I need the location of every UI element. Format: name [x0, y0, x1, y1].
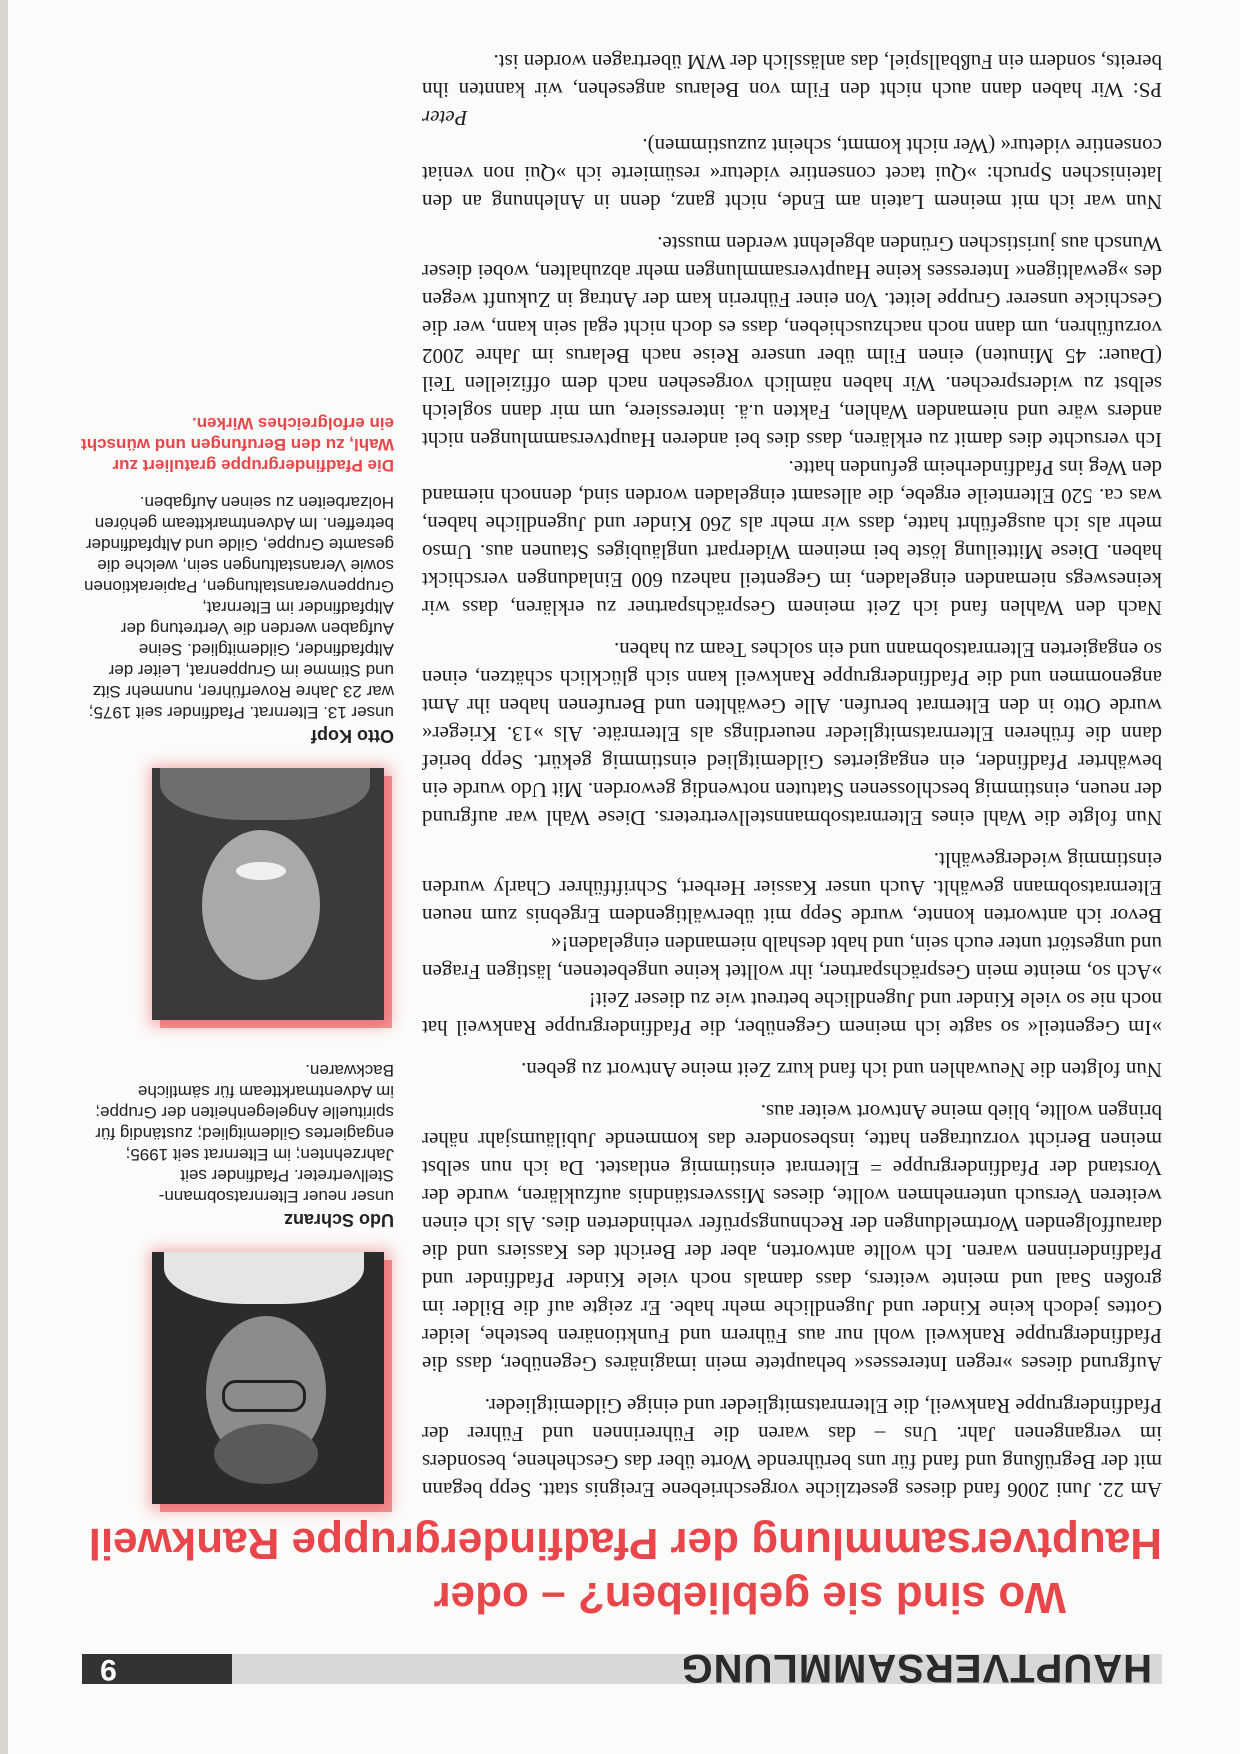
sidebar: [80, 413, 394, 1504]
headline-line-2: Hauptversammlung der Pfadfindergruppe Rankweil: [88, 1519, 1162, 1568]
udo-name: Udo Schranz: [283, 1210, 394, 1230]
udo-shirt-shape: [164, 1252, 364, 1304]
page-number: 9: [82, 1654, 232, 1684]
author-signature: Peter: [422, 106, 468, 130]
otto-mouth-shape: [236, 862, 286, 880]
paragraph: Aufgrund dieses »regen Interesses« behauptete mein imaginäres Gegenüber, dass die Pfadfindergruppe Rankweil wohl nur aus Führern und Funktionären bestehe, leider Gottes jedoch keine Kinder und Jugendliche mehr habe. Er zeigte auf die Bilder im großen Saal und meinte weiters, dass damals noch viele Kinder Pfadfinder und Pfadfinderinnen waren. Ich wollte antworten, aber der Bericht des Kassiers und die darauffolgenden Wortmeldungen der Rechnungsprüfer verhinderten dies. Als ich einen weiteren Versuch unternehmen wollte, dieses Missverständnis aufzuklären, wurde der Vorstand der Pfadfindergruppe = Elternrat einstimmig entlastet. Da ich nun selbst meinen Bericht vorzutragen hatte, insbesondere das kommende Jubiläumsjahr näher bringen wollte, blieb meine Antwort weiter aus.: [422, 1100, 1162, 1376]
paragraph: Nun folgte die Wahl eines Elternratsobmannstellvertreters. Diese Wahl war aufgrund der neuen, einstimmig beschlossenen Statuten notwendig geworden. Mit Udo wurde ein bewährter Pfadfinder, ein engagiertes Gildemitglied einstimmig gekürt. Sepp berief dann die früheren Elternratsmitglieder neuerdings als Elternräte. Als »13. Krieger« wurde Otto in den Elternrat berufen. Alle Gewählten und Berufenen haben ihr Amt angenommen und die Pfadfindergruppe Rankweil kann sich glücklich schätzen, einen so engagierten Elternratsobmann und ein solches Team zu haben.: [422, 638, 1162, 830]
scan-edge: [0, 0, 8, 1754]
article-body: [422, 48, 1162, 1504]
paragraph: Nun folgten die Neuwahlen und ich fand kurz Zeit meine Antwort zu geben.: [521, 1058, 1162, 1082]
otto-face-shape: [202, 830, 320, 980]
paragraph: Nach den Wahlen fand ich Zeit meinem Gesprächspartner zu erklären, dass wir keineswegs niemanden eingeladen, im Gegenteil nahezu 600 Einladungen verschickt haben. Diese Mitteilung löste bei meinem Widerpart ungläubiges Staunen aus. Umso mehr als ich ausgeführt hatte, dass wir mehr als 260 Kinder und Jugendliche haben, was ca. 520 Elternteile ergebe, die allesamt eingeladen worden sind, dennoch niemand den Weg ins Pfadfinderheim gefunden hatte.: [422, 456, 1162, 620]
udo-photo: [152, 1252, 384, 1504]
paragraph: »Ach so, meinte mein Gesprächspartner, ihr wolltet keine ungebetenen, lästigen Fragen und ungestört unter euch sein, und habt deshalb niemanden eingeladen!«: [422, 932, 1162, 984]
otto-block: [80, 413, 394, 1020]
udo-description: unser neuer Elternratsobmann-Stellvertreter. Pfadfinder seit Jahrzehnten; im Elternrat seit 1995; engagiertes Gildemitglied; zuständig für spirituelle Angelegenheiten der Gruppe; im Adventmarktteam für sämtliche Backwaren.: [95, 1061, 394, 1206]
article-headline: [72, 1516, 1162, 1624]
magazine-page: [8, 0, 1240, 1754]
page-content-rotated: [8, 0, 1240, 1754]
section-header: [82, 1638, 1162, 1694]
paragraph: Am 22. Juni 2006 fand dieses gesetzliche vorgeschriebene Ereignis statt. Sepp begann mit der Begrüßung und fand für uns berührende Worte über das Geschehene, besonders im vergangenen Jahr. Uns – das waren die Führerinnen und Führer der Pfadfindergruppe Rankweil, die Elternratsmitglieder und einige Gildemitglieder.: [422, 1394, 1162, 1502]
otto-shirt-shape: [160, 768, 370, 820]
udo-hair-shape: [214, 1424, 318, 1484]
postscript: PS: Wir haben dann auch nicht den Film von Belarus angesehen, wir kannten ihn bereits, sondern ein Fußballspiel, das anlässlich der WM übertragen worden ist.: [422, 50, 1162, 102]
paragraph: »Im Gegenteil« so sagte ich meinem Gegenüber, die Pfadfindergruppe Rankweil hat noch nie so viele Kinder und Jugendliche betreut wie zu dieser Zeit!: [422, 988, 1162, 1040]
headline-line-1: Wo sind sie geblieben? – oder: [433, 1573, 1066, 1622]
paragraph: Nun war ich mit meinem Latein am Ende, nicht ganz, denn in Anlehnung an den lateinischen Spruch: »Qui tacet consentire videtur« resümierte ich »Qui non veniat consentire videtur« (Wer nicht kommt, scheint zuzustimmen).: [422, 134, 1162, 214]
congratulations-note: Die Pfadfindergruppe gratuliert zur Wahl, zu den Berufungen und wünscht ein erfolgreiches Wirken.: [81, 414, 394, 475]
otto-photo: [152, 768, 384, 1020]
paragraph: Bevor ich antworten konnte, wurde Sepp mit überwältigendem Ergebnis zum neuen Elternratsobmann gewählt. Auch unser Kassier Herbert, Schriftführer Charly wurden einstimmig wiedergewählt.: [422, 848, 1162, 928]
section-title: HAUPTVERSAMMLUNG: [680, 1646, 1152, 1690]
paragraph: Ich versuchte dies damit zu erklären, dass dies bei anderen Hauptversammlungen nicht anders wäre und niemanden Wahlen, Fakten u.ä. interessiere, um mir dann sogleich selbst zu widersprechen. Wir haben nämlich vorgesehen nach dem offiziellen Teil (Dauer: 45 Minuten) einen Film über unsere Reise nach Belarus im Jahre 2002 vorzuführen, um dann noch nachzuschieben, dass es doch nicht egal sein kann, wer die Geschicke unserer Gruppe leitet. Von einer Führerin kam der Antrag in Zukunft wegen des »gewaltigen« Interesses keine Hauptversammlungen mehr abzuhalten, wobei dieser Wunsch aus juristischen Gründen abgelehnt werden musste.: [422, 232, 1162, 452]
otto-description: unser 13. Elternrat. Pfadfinder seit 1975; war 23 Jahre Roverführer, nunmehr Sitz und Stimme im Gruppenrat, Leiter der Altpfadfinder, Gildemitglied. Seine Aufgaben werden die Vertretung der Altpfadfinder im Elternrat, Gruppenveranstaltungen, Papieraktionen sowie Veranstaltungen sein, welche die gesamte Gruppe, Gilde und Altpfadfinder betreffen. Im Adventmarktteam gehören Holzarbeiten zu seinen Aufgaben.: [84, 493, 394, 722]
otto-caption: [80, 492, 394, 746]
otto-name: Otto Kopf: [311, 726, 394, 746]
udo-glasses-shape: [222, 1380, 306, 1412]
udo-caption: [80, 1060, 394, 1230]
